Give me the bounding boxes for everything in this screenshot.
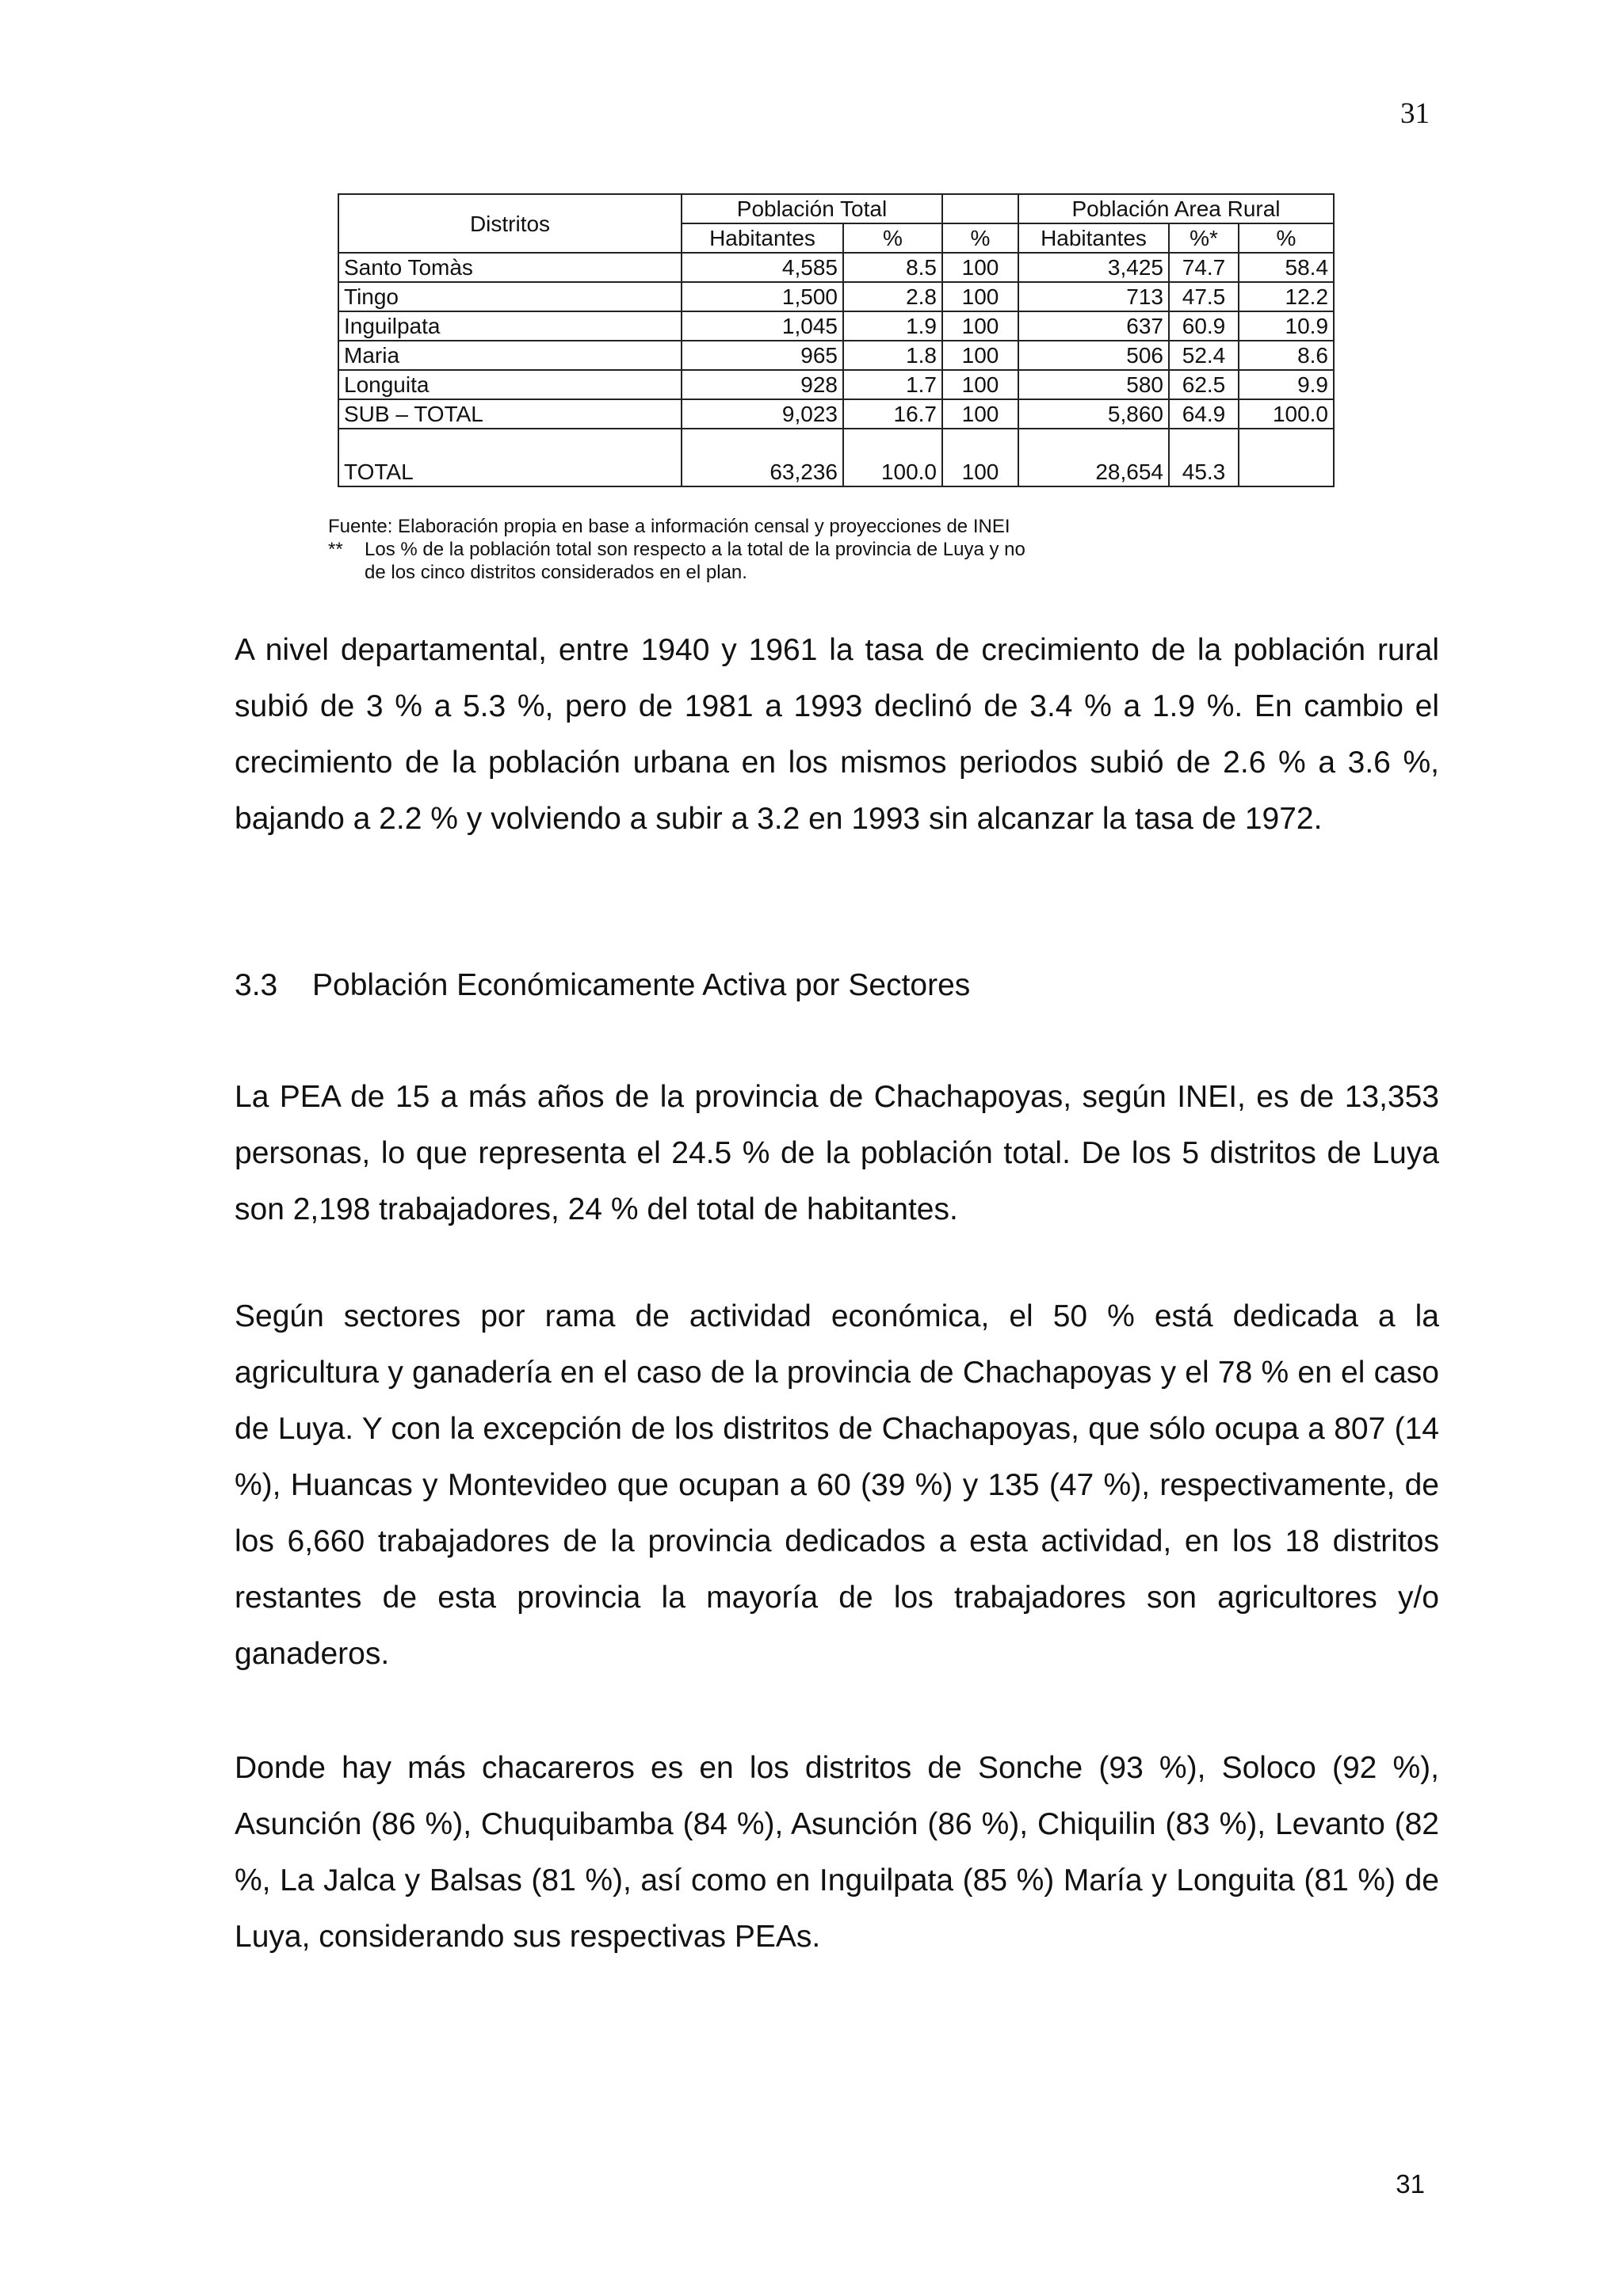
cell-pct-rural: 8.6 (1239, 341, 1334, 370)
section-heading (235, 957, 970, 1013)
cell-pct: 1.7 (843, 370, 942, 399)
table-row (338, 341, 1334, 370)
cell-distrito: Santo Tomàs (338, 253, 682, 282)
cell-pct: 1.8 (843, 341, 942, 370)
cell-pct: 1.9 (843, 311, 942, 341)
table-notes (328, 515, 1025, 584)
footnote-line-2: de los cinco distritos considerados en el plan. (365, 562, 747, 583)
paragraph-2: La PEA de 15 a más años de la provincia de Chachapoyas, según INEI, es de 13,353 personas, lo que representa el 24.5 % de la población total. De los 5 distritos de Luya son 2,198 trabajadores, 24 % del total de habitantes. (235, 1080, 1439, 1226)
cell-pct: 100.0 (843, 458, 942, 486)
cell-hab-rural: 713 (1018, 282, 1169, 311)
cell-distrito: Tingo (338, 282, 682, 311)
cell-hab: 1,500 (682, 282, 843, 311)
cell-pct2: 100 (942, 311, 1018, 341)
cell-pct: 8.5 (843, 253, 942, 282)
table-row (338, 282, 1334, 311)
header-pct-star: %* (1169, 223, 1239, 253)
cell-distrito: Inguilpata (338, 311, 682, 341)
header-pct2: % (942, 223, 1018, 253)
cell-hab-rural: 3,425 (1018, 253, 1169, 282)
header-poblacion-total: Población Total (682, 194, 942, 223)
cell-hab: 9,023 (682, 399, 843, 429)
cell-pct-rural: 58.4 (1239, 253, 1334, 282)
table-header-row (338, 194, 1334, 223)
table-row-subtotal (338, 399, 1334, 429)
cell-hab: 1,045 (682, 311, 843, 341)
cell-pct2: 100 (942, 399, 1018, 429)
cell-pct2: 100 (942, 282, 1018, 311)
cell-pct-rural: 12.2 (1239, 282, 1334, 311)
page-number-bottom: 31 (1396, 2169, 1425, 2199)
cell-pct2: 100 (942, 341, 1018, 370)
cell-distrito: TOTAL (338, 458, 682, 486)
table-spacer-row (338, 429, 1334, 458)
footnote-line-1 (328, 538, 1025, 561)
cell-pct-star: 47.5 (1169, 282, 1239, 311)
cell-pct-star: 60.9 (1169, 311, 1239, 341)
cell-hab-rural: 5,860 (1018, 399, 1169, 429)
cell-hab: 4,585 (682, 253, 843, 282)
paragraph-1: A nivel departamental, entre 1940 y 1961 la tasa de crecimiento de la población rural subió de 3 % a 5.3 %, pero de 1981 a 1993 declinó de 3.4 % a 1.9 %. En cambio el crecimiento de la población urbana en los mismos periodos subió de 2.6 % a 3.6 %, bajando a 2.2 % y volviendo a subir a 3.2 en 1993 sin alcanzar la tasa de 1972. (235, 633, 1439, 836)
footnote-marker: ** (328, 539, 343, 560)
cell-pct-rural: 9.9 (1239, 370, 1334, 399)
table-row (338, 311, 1334, 341)
section-title: Población Económicamente Activa por Sectores (312, 968, 971, 1002)
header-habitantes-rural: Habitantes (1018, 223, 1169, 253)
header-distritos: Distritos (338, 194, 682, 253)
cell-pct2: 100 (942, 458, 1018, 486)
cell-distrito: Longuita (338, 370, 682, 399)
header-poblacion-rural: Población Area Rural (1018, 194, 1334, 223)
cell-hab: 63,236 (682, 458, 843, 486)
cell-pct2: 100 (942, 370, 1018, 399)
table-row (338, 370, 1334, 399)
cell-pct: 2.8 (843, 282, 942, 311)
source-note: Fuente: Elaboración propia en base a información censal y proyecciones de INEI (328, 516, 1010, 537)
header-pct: % (843, 223, 942, 253)
population-table (338, 193, 1335, 487)
cell-pct-rural (1239, 458, 1334, 486)
cell-distrito: SUB – TOTAL (338, 399, 682, 429)
cell-hab-rural: 637 (1018, 311, 1169, 341)
section-number: 3.3 (235, 968, 278, 1002)
cell-hab-rural: 580 (1018, 370, 1169, 399)
table-row-total (338, 458, 1334, 486)
header-habitantes: Habitantes (682, 223, 843, 253)
header-empty (942, 194, 1018, 223)
page-number-top: 31 (1400, 97, 1430, 130)
paragraph-4: Donde hay más chacareros es en los distritos de Sonche (93 %), Soloco (92 %), Asunción (86 %), Chuquibamba (84 %), Asunción (86 %), Chiquilin (83 %), Levanto (82 %, La Jalca y Balsas (81 %), así como en Inguilpata (85 %) María y Longuita (81 %) de Luya, considerando sus respectivas PEAs. (235, 1751, 1439, 1954)
footnote-text-1: Los % de la población total son respecto a la total de la provincia de Luya y no (365, 539, 1025, 560)
cell-pct-star: 64.9 (1169, 399, 1239, 429)
cell-hab: 965 (682, 341, 843, 370)
cell-hab-rural: 28,654 (1018, 458, 1169, 486)
cell-pct-rural: 10.9 (1239, 311, 1334, 341)
cell-pct: 16.7 (843, 399, 942, 429)
cell-pct-rural: 100.0 (1239, 399, 1334, 429)
cell-pct-star: 62.5 (1169, 370, 1239, 399)
cell-pct-star: 45.3 (1169, 458, 1239, 486)
cell-pct2: 100 (942, 253, 1018, 282)
cell-distrito: Maria (338, 341, 682, 370)
cell-pct-star: 74.7 (1169, 253, 1239, 282)
cell-pct-star: 52.4 (1169, 341, 1239, 370)
header-pct-rural: % (1239, 223, 1334, 253)
cell-hab: 928 (682, 370, 843, 399)
paragraph-3: Según sectores por rama de actividad económica, el 50 % está dedicada a la agricultura y ganadería en el caso de la provincia de Chachapoyas y el 78 % en el caso de Luya. Y con la excepción de los distritos de Chachapoyas, que sólo ocupa a 807 (14 %), Huancas y Montevideo que ocupan a 60 (39 %) y 135 (47 %), respectivamente, de los 6,660 trabajadores de la provincia dedicados a esta actividad, en los 18 distritos restantes de esta provincia la mayoría de los trabajadores son agricultores y/o ganaderos. (235, 1299, 1439, 1671)
table-row (338, 253, 1334, 282)
cell-hab-rural: 506 (1018, 341, 1169, 370)
